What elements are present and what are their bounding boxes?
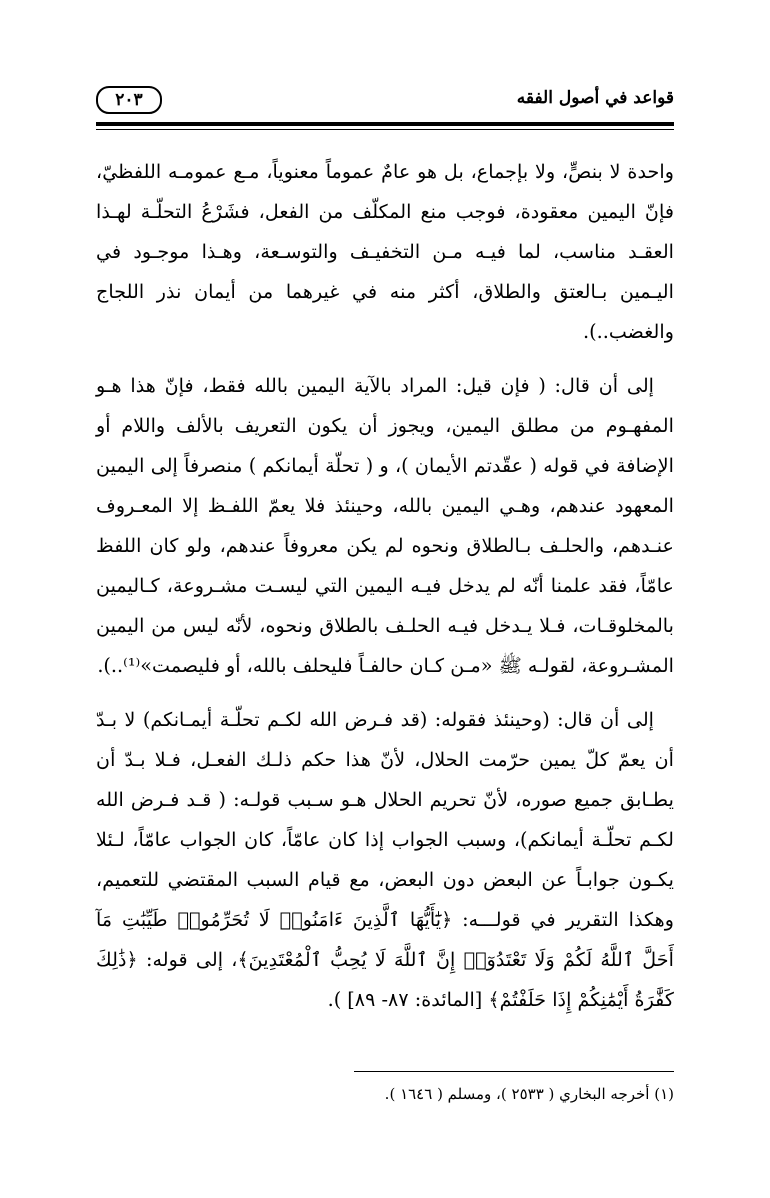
footnote-separator bbox=[354, 1071, 674, 1072]
page-header bbox=[96, 82, 674, 122]
header-rule-thin bbox=[96, 129, 674, 130]
paragraph-3: إلى أن قال: (وحينئذ فقوله: (قد فـرض الله لكـم تحلّـة أيمـانكم) لا بـدّ أن يعمّ كلّ يمين حرّمت الحلال، لأنّ هذا حكم ذلـك الفعـل، فـلا بـدّ أن يطـابق جميع صوره، لأنّ تحريم الحلال هـو سـبب قولـه: ( قـد فـرض الله لكـم تحلّـة أيمانكم)، وسبب الجواب إذا كان عامّاً، كان الجواب عامّاً، لـئلا يكـون جوابـاً عن البعض دون البعض، مع قيام السبب المقتضي للتعميم، وهكذا التقرير في قولـــه: ﴿يَٰٓأَيُّهَا ٱلَّذِينَ ءَامَنُوا۟ لَا تُحَرِّمُوا۟ طَيِّبَٰتِ مَآ أَحَلَّ ٱللَّهُ لَكُمْ وَلَا تَعْتَدُوٓا۟ إِنَّ ٱللَّهَ لَا يُحِبُّ ٱلْمُعْتَدِينَ﴾، إلى قوله: ﴿ذَٰلِكَ كَفَّٰرَةُ أَيْمَٰنِكُمْ إِذَا حَلَفْتُمْ﴾ [المائدة: ٨٧- ٨٩] ). bbox=[96, 708, 674, 1011]
paragraph-2: إلى أن قال: ( فإن قيل: المراد بالآية اليمين بالله فقط، فإنّ هذا هـو المفهـوم من مطلق اليمين، ويجوز أن يكون التعريف بالألف واللام أو الإضافة في قوله ( عقّدتم الأيمان )، و ( تحلّة أيمانكم ) منصرفاً إلى اليمين المعهود عندهم، وهـي اليمين بالله، وحينئذ فلا يعمّ اللفـظ إلا المعـروف عنـدهم، والحلـف بـالطلاق ونحوه لم يكن معروفاً عندهم، ولو كان اللفظ عامّاً، فقد علمنا أنّه لم يدخل فيـه اليمين التي ليسـت مشـروعة، كـاليمين بالمخلوقـات، فـلا يـدخل فيـه الحلـف بالطلاق ونحوه، لأنّه ليس من اليمين المشـروعة، لقولـه ﷺ «مـن كـان حالفـاً فليحلف بالله، أو فليصمت»⁽¹⁾..). bbox=[96, 374, 674, 677]
page-number: ٢٠٣ bbox=[96, 86, 162, 114]
header-rule-thick bbox=[96, 122, 674, 126]
running-title: قواعد في أصول الفقه bbox=[516, 88, 674, 108]
footnote: (١) أخرجه البخاري ( ٢٥٣٣ )، ومسلم ( ١٦٤٦ ). bbox=[384, 1085, 674, 1103]
paragraph-1: واحدة لا بنصٍّ، ولا بإجماع، بل هو عامٌ عموماً معنوياً، مـع عمومـه اللفظيّ، فإنّ اليمين معقودة، فوجب منع المكلّف من الفعل، فشَرْعُ التحلّـة لهـذا العقـد مناسب، لما فيـه مـن التخفيـف والتوسـعة، وهـذا موجـود في اليـمين بـالعتق والطلاق، أكثر منه في غيرهما من أيمان نذر اللجاج والغضب..). bbox=[96, 160, 674, 343]
main-text bbox=[96, 152, 674, 1034]
